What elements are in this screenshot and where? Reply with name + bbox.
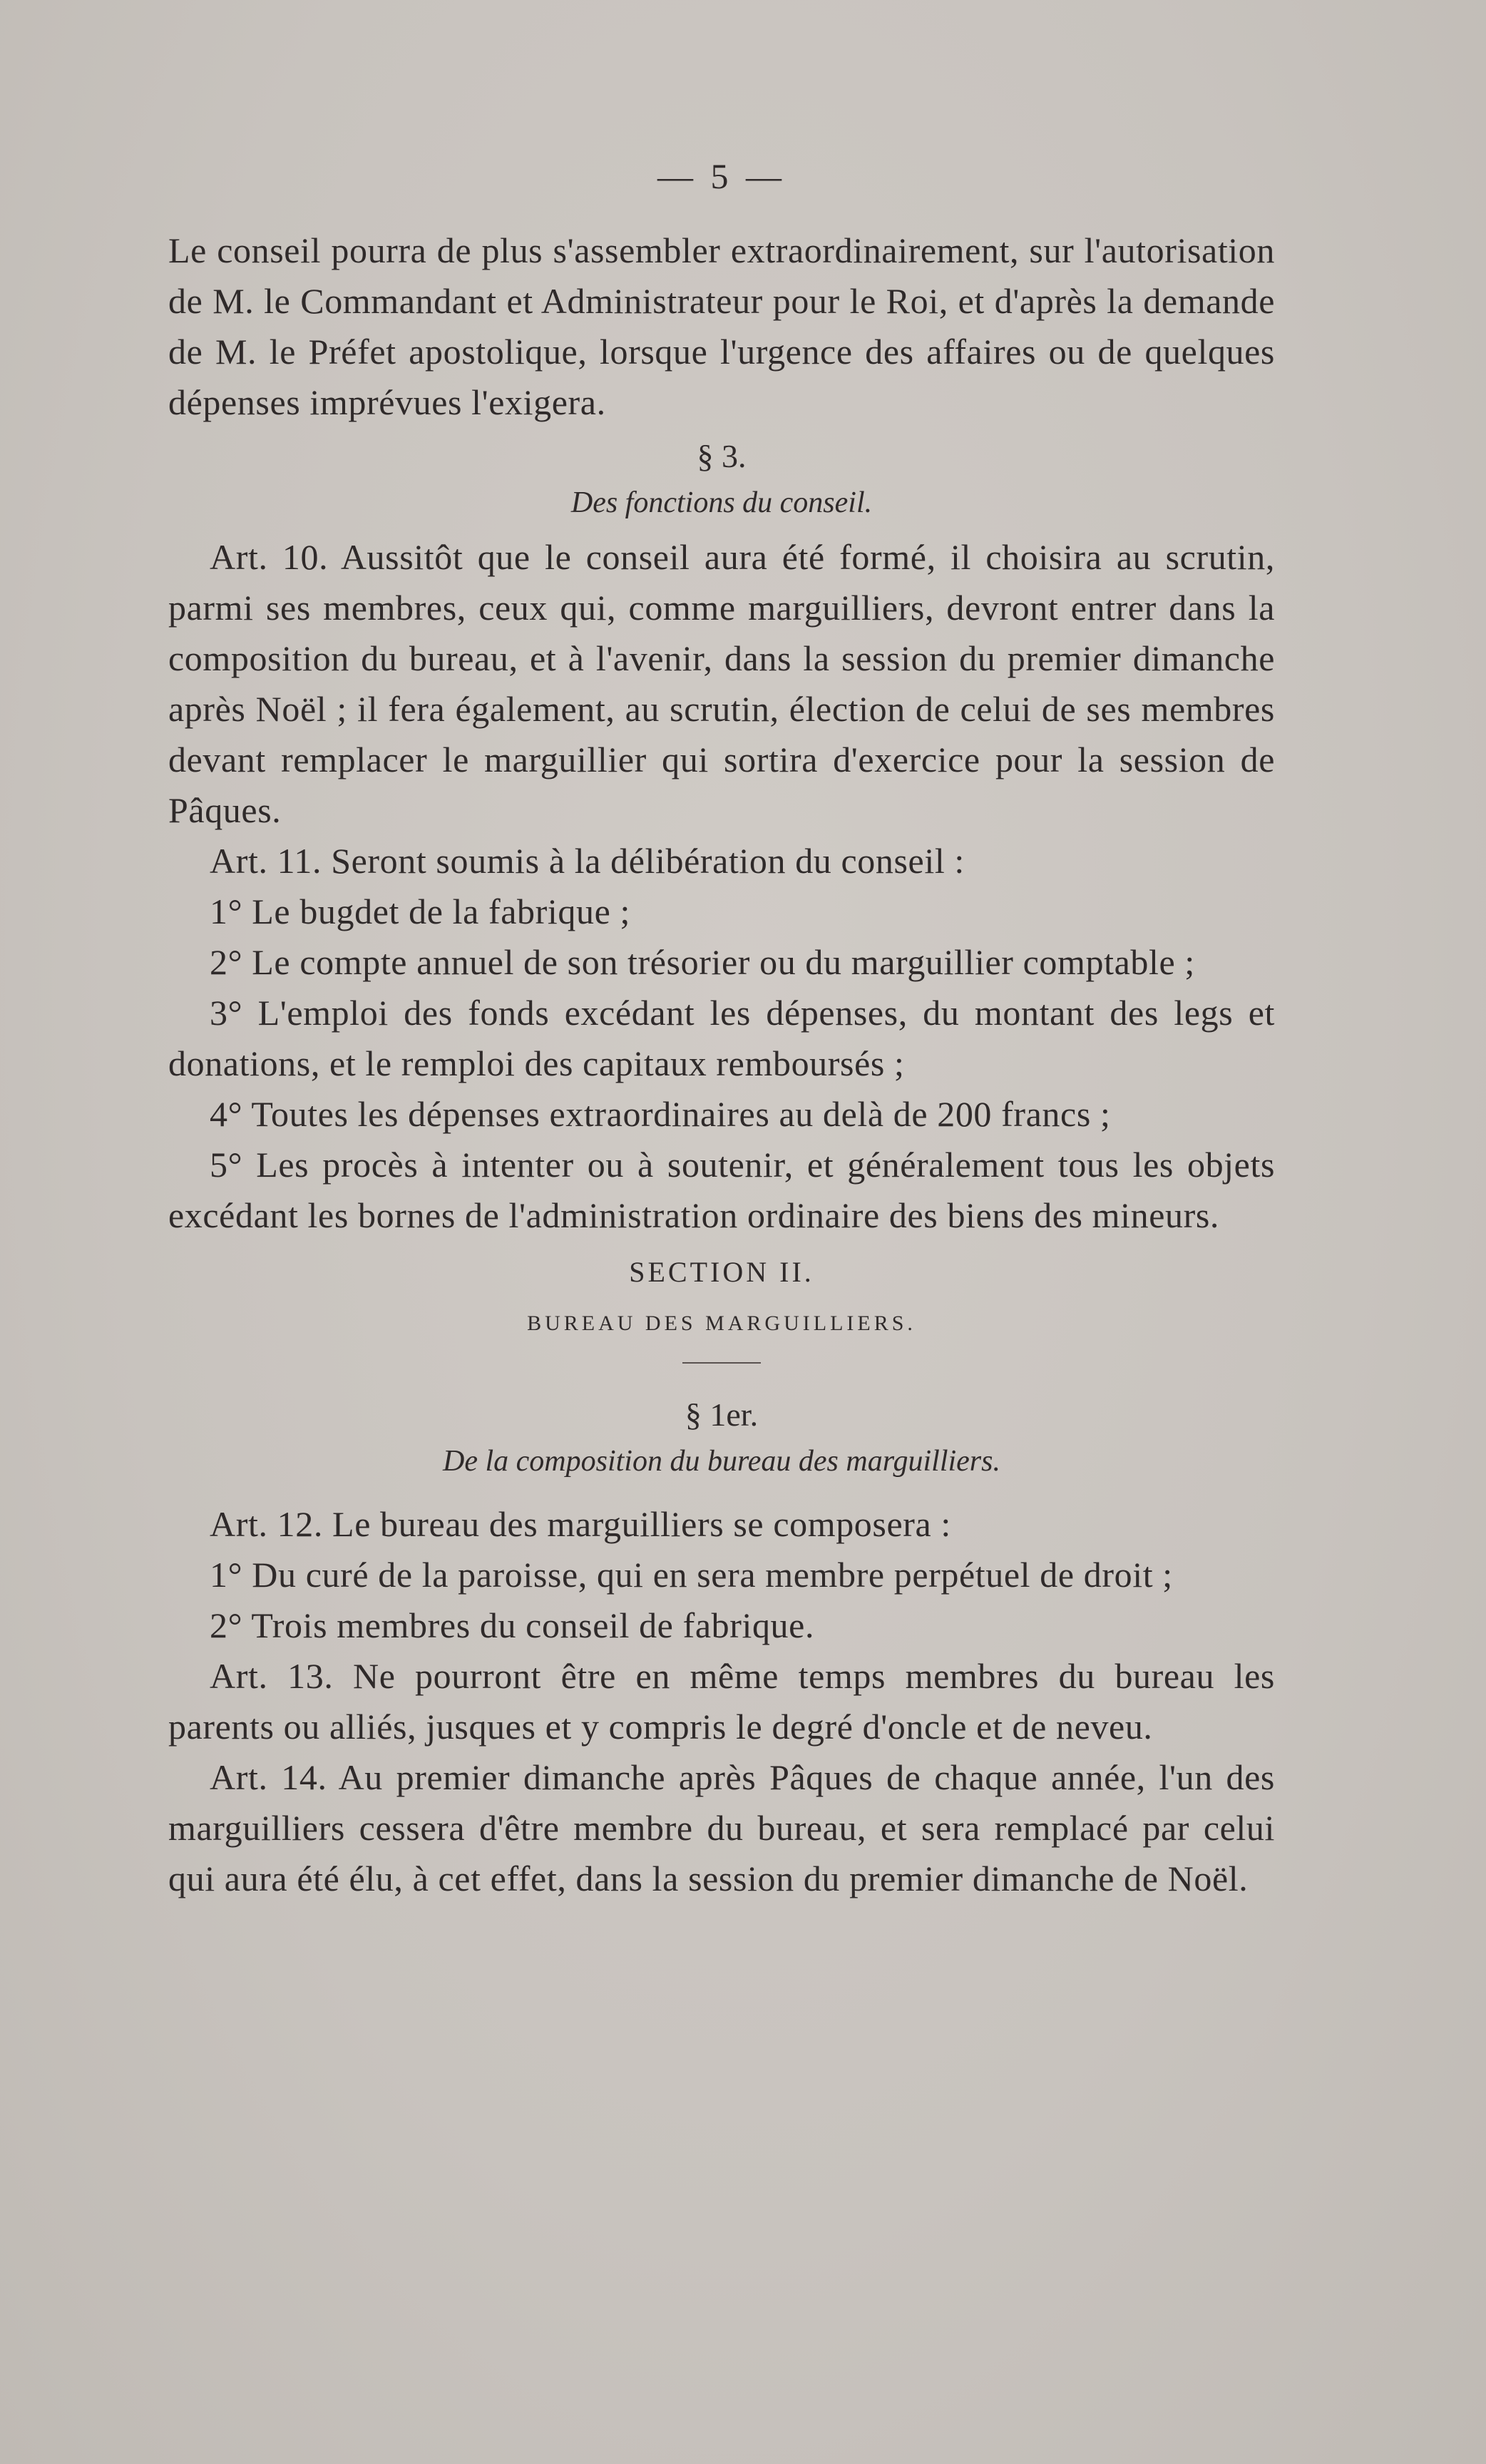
article-11-item-4: 4° Toutes les dépenses extraordinaires au delà de 200 francs ; [210,1094,1111,1134]
article-12-item-2: 2° Trois membres du conseil de fabrique. [210,1605,815,1645]
article-14: Art. 14. Au premier dimanche après Pâques de chaque année, l'un des marguilliers cessera d'être membre du bureau, et sera remplacé par celui qui aura été élu, à cet effet, dans la session du premier dimanche de Noël. [168,1757,1275,1898]
section-2-title: SECTION II. [629,1256,814,1288]
section-2-subtitle: BUREAU DES MARGUILLIERS. [527,1312,916,1335]
section-sign-1: § 1er. [685,1396,759,1433]
article-11-item-2: 2° Le compte annuel de son trésorier ou du marguillier comptable ; [210,942,1195,982]
article-11-intro: Art. 11. Seront soumis à la délibération du conseil : [210,841,965,881]
page-number: — 5 — [657,156,786,196]
article-12-intro: Art. 12. Le bureau des marguilliers se composera : [210,1504,951,1544]
article-11-item-1: 1° Le bugdet de la fabrique ; [210,891,630,931]
article-13: Art. 13. Ne pourront être en même temps membres du bureau les parents ou alliés, jusques et y compris le degré d'oncle et de neveu. [168,1656,1275,1747]
article-12-item-1: 1° Du curé de la paroisse, qui en sera membre perpétuel de droit ; [210,1555,1173,1595]
section-3-title: Des fonctions du conseil. [570,486,873,519]
divider-rule [682,1362,761,1364]
paragraph-extraordinary-session: Le conseil pourra de plus s'assembler extraordinairement, sur l'autorisation de M. le Commandant et Administrateur pour le Roi, et d'après la demande de M. le Préfet apostolique, lorsque l'urgence des affaires ou de quelques dépenses imprévues l'exigera. [168,230,1275,422]
page-content [168,155,1275,1904]
article-11-item-3: 3° L'emploi des fonds excédant les dépenses, du montant des legs et donations, et le remploi des capitaux remboursés ; [168,993,1275,1083]
article-10: Art. 10. Aussitôt que le conseil aura été formé, il choisira au scrutin, parmi ses membres, ceux qui, comme marguilliers, devront entrer dans la composition du bureau, et à l'avenir, dans la session du premier dimanche après Noël ; il fera également, au scrutin, élection de celui de ses membres devant remplacer le marguillier qui sortira d'exercice pour la session de Pâques. [168,537,1275,830]
section-sign-3: § 3. [697,438,747,474]
paragraph-1-title: De la composition du bureau des marguilliers. [442,1445,1000,1478]
spacer [168,1491,1275,1499]
article-11-item-5: 5° Les procès à intenter ou à soutenir, et généralement tous les objets excédant les bornes de l'administration ordinaire des biens des mineurs. [168,1145,1275,1235]
